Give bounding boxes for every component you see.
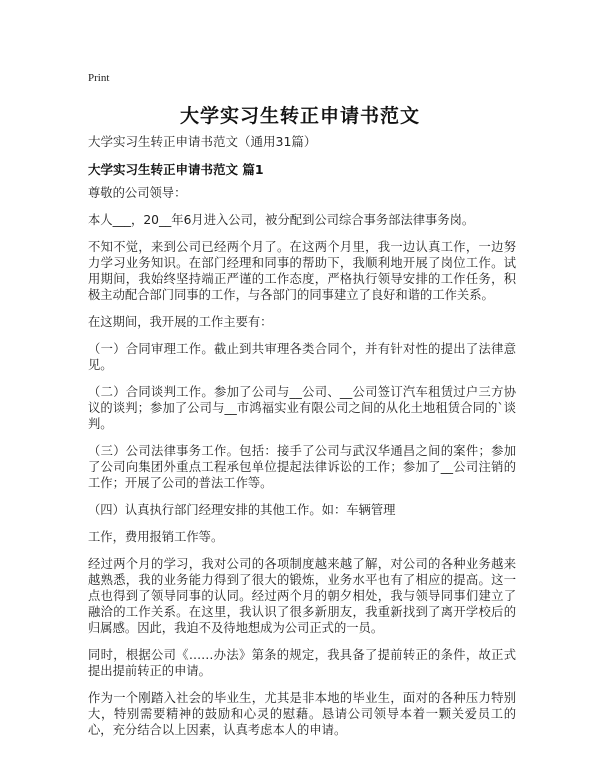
paragraph-overview: 不知不觉，来到公司已经两个月了。在这两个月里，我一边认真工作，一边努力学习业务知识。在部门经理和同事的帮助下，我顺利地开展了岗位工作。试用期间，我始终坚持端正严谨的工作态度，严格执行领导安排的工作任务，积极主动配合部门同事的工作，与各部门的同事建立了良好和谐的工作关系。 xyxy=(88,240,516,302)
document-title: 大学实习生转正申请书范文 xyxy=(179,105,420,127)
section-heading: 大学实习生转正申请书范文 篇1 xyxy=(88,162,264,177)
paragraph-item-2: （二）合同谈判工作。参加了公司与__公司、__公司签订汽车租赁过户三方协议的谈判；参加了公司与__市鸿福实业有限公司之间的从化土地租赁合同的`谈判。 xyxy=(88,385,516,431)
paragraph-item-4: （四）认真执行部门经理安排的其他工作。如：车辆管理 xyxy=(88,503,396,517)
paragraph-item-3: （三）公司法律事务工作。包括：接手了公司与武汉华通昌之间的案件；参加了公司向集团外重点工程承包单位提起法律诉讼的工作；参加了__公司注销的工作；开展了公司的普法工作等。 xyxy=(88,444,516,490)
document-subtitle: 大学实习生转正申请书范文（通用31篇） xyxy=(88,134,317,149)
paragraph-request: 同时，根据公司《……办法》第条的规定，我具备了提前转正的条件，故正式提出提前转正的申请。 xyxy=(88,648,516,678)
paragraph-item-1: （一）合同审理工作。截止到共审理各类合同个，并有针对性的提出了法律意见。 xyxy=(88,342,516,372)
paragraph-closing: 作为一个刚踏入社会的毕业生，尤其是非本地的毕业生，面对的各种压力特别大，特别需要精神的鼓励和心灵的慰藉。恳请公司领导本着一颗关爱员工的心，充分结合以上因素，认真考虑本人的申请。 xyxy=(88,691,516,737)
paragraph-summary: 经过两个月的学习，我对公司的各项制度越来越了解，对公司的各种业务越来越熟悉，我的业务能力得到了很大的锻炼，业务水平也有了相应的提高。这一点也得到了领导同事的认同。经过两个月的朝夕相处，我与领导同事们建立了融洽的工作关系。在这里，我认识了很多新朋友，我重新找到了离开学校后的归属感。因此，我迫不及待地想成为公司正式的一员。 xyxy=(88,557,516,635)
paragraph-work-list-intro: 在这期间，我开展的工作主要有： xyxy=(88,315,273,329)
document-body xyxy=(88,185,516,749)
paragraph-item-4-continued: 工作，费用报销工作等。 xyxy=(88,530,224,544)
paragraph-intro: 本人___，20__年6月进入公司，被分配到公司综合事务部法律事务岗。 xyxy=(88,213,475,227)
print-label: Print xyxy=(88,72,110,84)
salutation: 尊敬的公司领导： xyxy=(88,186,187,200)
